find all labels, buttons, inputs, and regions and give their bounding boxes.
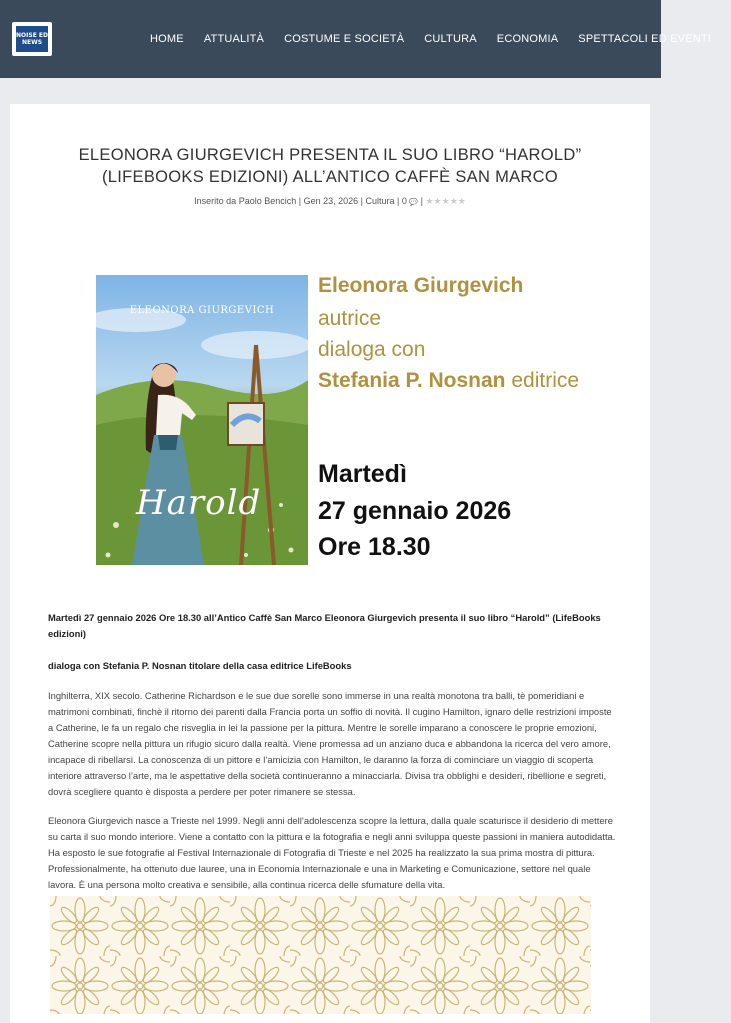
cover-author-name: ELEONORA GIURGEVICH xyxy=(129,305,275,316)
synopsis-paragraph: Inghilterra, XIX secolo. Catherine Richardson e le sue due sorelle sono immerse in una realtà monotona tra balli, tè pomeridiani e matrimoni combinati, finchè il ritorno dei parenti dalla Francia porta un soffio di novità. Il cugino Hamilton, ignaro delle restrizioni imposte a Catherine, le fa un regalo che risveglia in lei la passione per la pittura. Mentre le sorelle imparano a conoscere le proprie emozioni, Catherine scopre nella pittura un rifugio sicuro dalla realtà. Viene promessa ad un anziano duca e abbandona la ricerca del vero amore, incapace di ribellarsi. La conoscenza di un pittore e l’amicizia con Hamilton, le daranno la forza di cominciare un viaggio di scoperta interiore attraverso l’arte, ma le aspettative della società continueranno a minacciarla. Divisa tra obblighi e desideri, ribellione e segreti, dovrà scegliere quanto è disposta a perdere per poter rimanere se stessa. xyxy=(48,690,612,797)
promo-editor-role: editrice xyxy=(505,369,580,392)
nav-item-cultura[interactable]: CULTURA xyxy=(424,33,477,45)
meta-author-link[interactable]: Paolo Bencich xyxy=(238,196,297,206)
floral-pattern-illustration xyxy=(50,896,591,1014)
lead-subtitle: dialoga con Stefania P. Nosnan titolare della casa editrice LifeBooks xyxy=(48,660,352,671)
promo-dialogue: dialoga con xyxy=(318,338,426,361)
logo-mark: NOISE ED NEWS xyxy=(16,26,48,52)
floral-pattern-image xyxy=(50,896,591,1014)
meta-date: Gen 23, 2026 xyxy=(303,196,359,206)
nav-item-spettacoli[interactable]: SPETTACOLI ED EVENTI xyxy=(578,33,712,45)
main-nav xyxy=(150,0,731,78)
meta-prefix: Inserito da xyxy=(194,196,239,206)
book-cover-image xyxy=(96,275,308,565)
author-bio-paragraph: Eleonora Giurgevich nasce a Trieste nel 1999. Negli anni dell’adolescenza scopre la lettura, dalla quale scaturisce il desiderio di mettere su carta il suo mondo interiore. Viene a contatto con la pittura e la fotografia e negli anni sviluppa queste passioni in maniera autodidatta. Ha esposto le sue fotografie al Festival Internazionale di Fotografia di Trieste e nel 2025 ha realizzato la sua prima mostra di pittura. Professionalmente, ha ottenuto due lauree, una in Economia Internazionale e una in Marketing e Comunicazione, settore nel quale lavora. È una persona molto creativa e sensibile, alla continua ricerca delle sfumature della vita. xyxy=(48,815,616,890)
promo-editor xyxy=(318,369,579,393)
nav-item-home[interactable]: HOME xyxy=(150,33,184,45)
article-card xyxy=(10,104,650,1023)
comments-count: 0 xyxy=(401,196,407,206)
site-header xyxy=(0,0,712,78)
promo-time: Ore 18.30 xyxy=(318,533,431,561)
nav-item-attualita[interactable]: ATTUALITÀ xyxy=(203,33,265,45)
comment-icon: 💬 xyxy=(409,199,419,206)
promo-author-role: autrice xyxy=(318,307,382,330)
meta-separator: | xyxy=(360,196,366,206)
site-logo[interactable] xyxy=(12,22,52,56)
lead-paragraph: Martedì 27 gennaio 2026 Ore 18.30 all’Antico Caffè San Marco Eleonora Giurgevich presenta il suo libro “Harold” (LifeBooks edizioni) xyxy=(48,612,601,639)
cover-book-title: Harold xyxy=(136,483,262,523)
nav-item-economia[interactable]: ECONOMIA xyxy=(496,33,559,45)
promo-editor-name: Stefania P. Nosnan xyxy=(318,369,506,392)
post-meta xyxy=(50,196,610,207)
meta-separator: | xyxy=(397,196,402,206)
promo-day: Martedì xyxy=(318,460,407,488)
promo-author-name: Eleonora Giurgevich xyxy=(318,274,524,297)
meta-separator: | xyxy=(420,196,426,206)
promo-date: 27 gennaio 2026 xyxy=(318,497,512,525)
meta-separator: | xyxy=(298,196,304,206)
rating-stars: ★★★★★ xyxy=(425,196,466,206)
article-title: ELEONORA GIURGEVICH PRESENTA IL SUO LIBRO “HAROLD” (LIFEBOOKS EDIZIONI) ALL’ANTICO CAFFÈ SAN MARCO xyxy=(78,146,582,186)
nav-item-costume-societa[interactable]: COSTUME E SOCIETÀ xyxy=(284,33,405,45)
meta-comments-link[interactable] xyxy=(402,196,418,206)
meta-category-link[interactable]: Cultura xyxy=(365,196,395,206)
